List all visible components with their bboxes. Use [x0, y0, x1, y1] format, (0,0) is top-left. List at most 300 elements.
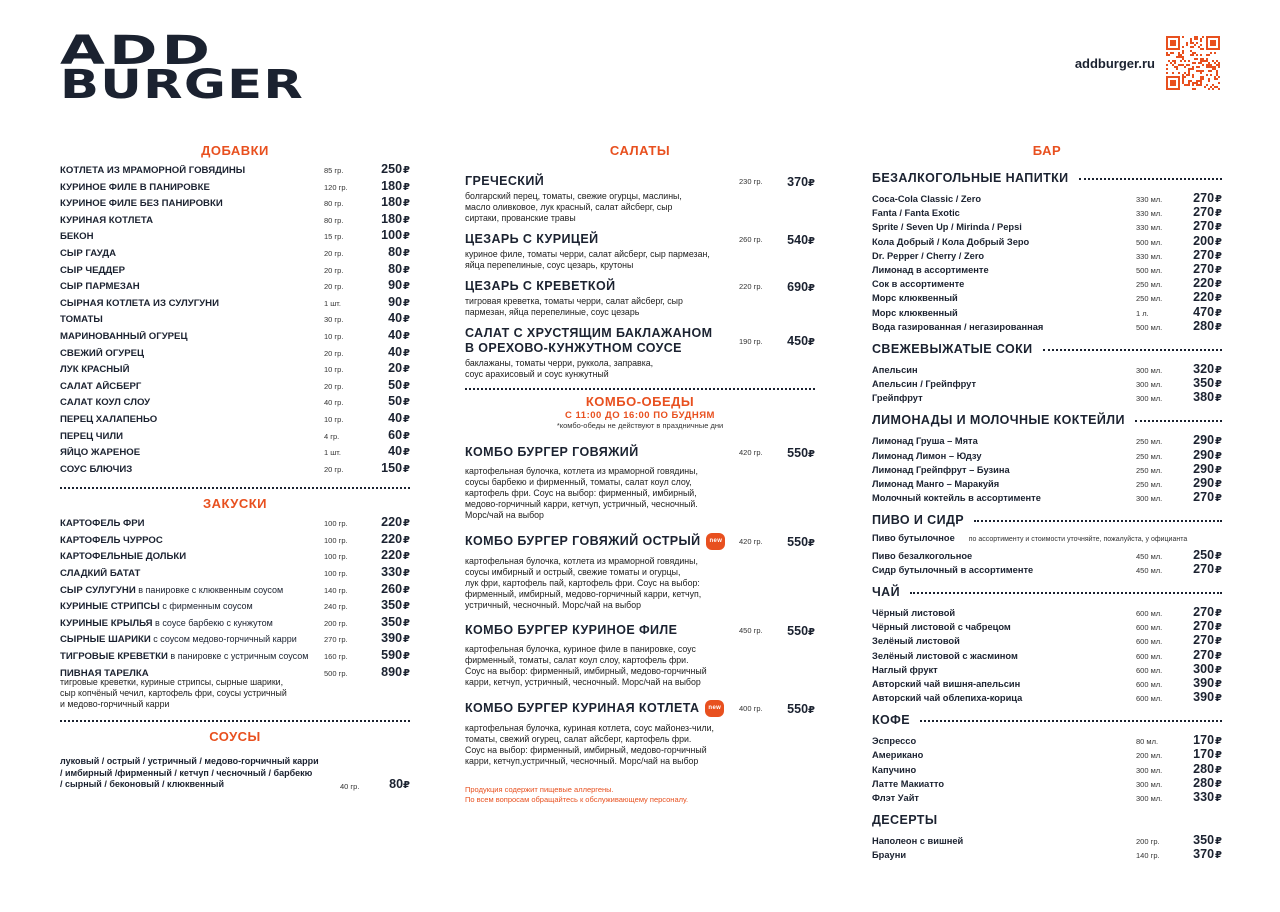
item-weight: 140 гр. [1136, 851, 1160, 861]
item-name: МАРИНОВАННЫЙ ОГУРЕЦ [60, 330, 188, 342]
salad-item [465, 279, 815, 318]
combo-header [465, 533, 815, 550]
item-weight: 450 гр. [739, 626, 763, 635]
item-weight: 600 мл. [1136, 637, 1163, 647]
price-value: 390 [381, 631, 403, 646]
item-price [1182, 762, 1222, 776]
list-item [60, 212, 410, 229]
price-value: 90 [388, 294, 403, 309]
bar-section-items [872, 362, 1222, 405]
item-weight: 30 гр. [324, 315, 344, 325]
price-value: 330 [1193, 790, 1215, 804]
currency-sign: ₽ [1215, 493, 1222, 505]
list-item [60, 582, 410, 599]
price-value: 280 [1193, 318, 1215, 333]
currency-sign: ₽ [1215, 279, 1222, 291]
item-weight: 500 мл. [1136, 265, 1163, 275]
item-name: КАРТОФЕЛЬНЫЕ ДОЛЬКИ [60, 551, 187, 563]
combo-title: КОМБО-ОБЕДЫ [585, 394, 695, 409]
currency-sign: ₽ [403, 264, 410, 276]
currency-sign: ₽ [403, 214, 410, 226]
divider [60, 487, 410, 489]
item-name: КУРИНЫЕ КРЫЛЬЯ в соусе барбекю с кунжутом [60, 617, 273, 629]
item-weight: 4 гр. [324, 431, 340, 441]
item-name: СОУС БЛЮЧИЗ [60, 463, 133, 475]
item-price [370, 278, 410, 292]
combo-item [465, 445, 815, 521]
salad-name: ЦЕЗАРЬ С КУРИЦЕЙ [465, 232, 599, 246]
section-title-zakuski: ЗАКУСКИ [202, 496, 268, 512]
item-weight: 600 мл. [1136, 679, 1163, 689]
salad-item [465, 174, 815, 224]
item-weight: 300 мл. [1136, 494, 1163, 504]
item-name: СЫР СУЛУГУНИ в панировке с клюквенным соусом [60, 584, 284, 596]
item-weight: 600 мл. [1136, 623, 1163, 633]
currency-sign: ₽ [1215, 750, 1222, 762]
currency-sign: ₽ [1215, 264, 1222, 276]
item-price [1182, 648, 1222, 662]
item-price [370, 598, 410, 612]
item-name: Авторский чай вишня-апельсин [872, 678, 1021, 689]
currency-sign: ₽ [403, 551, 410, 563]
item-weight: 330 мл. [1136, 251, 1163, 261]
section-title-bar: БАР [1032, 143, 1062, 158]
currency-sign: ₽ [1215, 479, 1222, 490]
currency-sign: ₽ [1215, 793, 1222, 804]
price-value: 390 [1193, 690, 1215, 705]
bar-section-title [872, 582, 1222, 602]
price-value: 220 [1193, 290, 1215, 305]
price-value: 550 [787, 534, 809, 549]
sauce-list: луковый / острый / устричный / медово-горчичный карри / имбирный /фирменный / кетчуп / чесночный / барбекю / сырный / беконовый / клюквенный [60, 756, 319, 790]
item-price [370, 195, 410, 209]
currency-sign: ₽ [403, 181, 410, 193]
item-subtitle: в панировке с клюквенным соусом [135, 584, 284, 595]
item-weight: 300 мл. [1136, 394, 1163, 404]
item-price [1182, 219, 1222, 233]
item-weight: 250 мл. [1136, 280, 1163, 290]
item-weight: 190 гр. [739, 336, 763, 346]
item-weight: 80 гр. [324, 215, 344, 225]
item-price [1182, 776, 1222, 790]
list-item [872, 733, 1222, 747]
list-item [872, 762, 1222, 776]
item-name: СВЕЖИЙ ОГУРЕЦ [60, 347, 145, 359]
salad-name: САЛАТ С ХРУСТЯЩИМ БАКЛАЖАНОМ В ОРЕХОВО-КУНЖУТНОМ СОУСЕ [465, 326, 713, 355]
item-weight: 10 гр. [324, 414, 344, 424]
item-weight: 200 мл. [1136, 751, 1163, 761]
bar-section-items [872, 191, 1222, 333]
item-name: Латте Макиатто [872, 778, 945, 789]
item-weight: 230 гр. [739, 177, 763, 186]
item-weight: 450 мл. [1136, 551, 1163, 561]
item-weight: 140 гр. [324, 585, 348, 595]
list-item [872, 747, 1222, 761]
item-name: СЫР ЧЕДДЕР [60, 264, 125, 276]
sauce-price: 80₽ [389, 776, 410, 791]
item-name: Апельсин [872, 364, 918, 375]
price-value: 370 [1193, 847, 1215, 862]
item-price [1182, 476, 1222, 490]
currency-sign: ₽ [1215, 736, 1222, 748]
dotted-leader [920, 720, 1222, 722]
price-value: 540 [787, 232, 809, 247]
list-item [60, 461, 410, 478]
currency-sign: ₽ [403, 314, 410, 326]
item-price [370, 548, 410, 562]
dotted-leader [1079, 178, 1222, 180]
item-name: Американо [872, 750, 924, 761]
item-weight: 100 гр. [324, 519, 348, 529]
item-weight: 250 мл. [1136, 294, 1163, 304]
item-name: Вода газированная / негазированная [872, 321, 1044, 332]
item-weight: 500 гр. [324, 668, 348, 678]
item-price [370, 311, 410, 325]
item-weight: 250 мл. [1136, 480, 1163, 489]
item-price [370, 295, 410, 309]
list-item [872, 548, 1222, 562]
item-weight: 300 мл. [1136, 380, 1163, 390]
price-value: 370 [787, 174, 809, 189]
combo-name: КОМБО БУРГЕР ГОВЯЖИЙ ОСТРЫЙ new [465, 533, 739, 550]
list-item [872, 605, 1222, 619]
item-name: Лимонад Грейпфрут – Бузина [872, 464, 1010, 475]
item-price [370, 228, 410, 242]
price-value: 270 [1193, 191, 1215, 205]
price-value: 150 [381, 460, 403, 475]
item-price [1182, 305, 1222, 319]
bar-section-name: СВЕЖЕВЫЖАТЫЕ СОКИ [872, 341, 1033, 356]
item-name: Dr. Pepper / Cherry / Zero [872, 250, 985, 261]
currency-sign: ₽ [403, 518, 410, 530]
item-name: Наглый фрукт [872, 664, 938, 675]
price-value: 40 [388, 410, 403, 425]
currency-sign: ₽ [1215, 550, 1222, 562]
item-name: Наполеон с вишней [872, 836, 964, 847]
currency-sign: ₽ [1215, 436, 1222, 448]
item-price [1182, 690, 1222, 704]
item-weight: 300 мл. [1136, 794, 1163, 803]
salad-description: тигровая креветка, томаты черри, салат айсберг, сыр пармезан, яйца перепелиные, соус цезарь [465, 296, 683, 317]
item-price [1182, 376, 1222, 390]
list-item [60, 532, 410, 549]
dotted-leader [910, 592, 1222, 594]
price-value: 260 [381, 581, 403, 596]
item-weight: 20 гр. [324, 265, 344, 275]
currency-sign: ₽ [808, 626, 815, 638]
list-item [60, 179, 410, 196]
currency-sign: ₽ [403, 165, 410, 176]
item-name: Сидр бутылочный в ассортименте [872, 564, 1034, 575]
list-item [60, 345, 410, 362]
list-item [60, 162, 410, 179]
item-name: Грейпфрут [872, 393, 923, 404]
item-price [370, 262, 410, 276]
dotted-leader [1135, 420, 1222, 422]
item-weight: 250 мл. [1136, 451, 1163, 461]
item-price [1182, 390, 1222, 404]
item-price [1182, 733, 1222, 747]
item-weight: 100 гр. [324, 535, 348, 545]
column-left [60, 138, 410, 791]
price-value: 270 [1193, 604, 1215, 619]
price-value: 270 [1193, 647, 1215, 662]
item-price [1182, 205, 1222, 219]
bar-section-name: ЧАЙ [872, 584, 900, 599]
price-value: 90 [388, 278, 403, 293]
combo-name: КОМБО БУРГЕР ГОВЯЖИЙ [465, 445, 639, 459]
list-item [872, 205, 1222, 219]
item-price [370, 444, 410, 458]
list-item [60, 245, 410, 262]
price-value: 270 [1193, 261, 1215, 276]
currency-sign: ₽ [1215, 850, 1222, 862]
bar-section-name: ЛИМОНАДЫ И МОЛОЧНЫЕ КОКТЕЙЛИ [872, 413, 1125, 428]
item-price [775, 280, 815, 294]
item-price [1182, 833, 1222, 847]
item-name: Пиво безалкогольное [872, 550, 973, 561]
currency-sign: ₽ [808, 235, 815, 247]
item-name: Зелёный листовой с жасмином [872, 650, 1018, 661]
list-item [872, 533, 1222, 547]
currency-sign: ₽ [1215, 208, 1222, 220]
item-name: Брауни [872, 850, 907, 861]
item-weight: 160 гр. [324, 652, 348, 662]
list-item [60, 428, 410, 445]
currency-sign: ₽ [1215, 293, 1222, 305]
currency-sign: ₽ [1215, 678, 1222, 690]
item-price [1182, 276, 1222, 290]
item-weight: 80 гр. [324, 199, 344, 209]
list-item [60, 311, 410, 328]
bar-section-title [872, 510, 1222, 530]
item-price [1182, 790, 1222, 804]
list-item [872, 376, 1222, 390]
website-link[interactable]: addburger.ru [1074, 56, 1155, 71]
currency-sign: ₽ [403, 413, 410, 425]
price-value: 380 [1193, 390, 1215, 405]
combo-list [465, 445, 815, 767]
currency-sign: ₽ [403, 198, 410, 210]
price-value: 280 [1193, 775, 1215, 790]
list-item [60, 361, 410, 378]
item-name: БЕКОН [60, 231, 94, 243]
item-price [775, 535, 815, 549]
item-price [775, 702, 815, 716]
item-name: СЫР ПАРМЕЗАН [60, 281, 140, 293]
item-name: Кола Добрый / Кола Добрый Зеро [872, 236, 1030, 247]
item-price [1182, 490, 1222, 504]
list-item [60, 565, 410, 582]
price-value: 270 [1193, 561, 1215, 576]
item-name: ЯЙЦО ЖАРЕНОЕ [60, 447, 141, 459]
currency-sign: ₽ [403, 347, 410, 359]
list-item [60, 598, 410, 615]
price-value: 100 [381, 228, 403, 243]
item-weight: 330 мл. [1136, 209, 1163, 219]
salad-header [465, 279, 815, 294]
item-price [1182, 633, 1222, 647]
currency-sign: ₽ [403, 667, 410, 679]
bar-section-name: БЕЗАЛКОГОЛЬНЫЕ НАПИТКИ [872, 171, 1069, 185]
new-badge-icon: new [705, 700, 724, 717]
item-name: Чёрный листовой [872, 607, 956, 618]
list-item [872, 476, 1222, 490]
currency-sign: ₽ [1215, 764, 1222, 776]
bar-section-name: КОФЕ [872, 713, 910, 728]
section-title-sousy: СОУСЫ [209, 729, 261, 745]
list-item [60, 515, 410, 532]
currency-sign: ₽ [1215, 836, 1222, 848]
item-name: Капучино [872, 764, 917, 775]
salad-list [465, 174, 815, 380]
divider [465, 388, 815, 390]
item-price [1182, 433, 1222, 447]
list-item [872, 562, 1222, 576]
currency-sign: ₽ [1215, 364, 1222, 376]
price-value: 50 [388, 394, 403, 409]
list-item [872, 262, 1222, 276]
item-price [1182, 234, 1222, 248]
currency-sign: ₽ [1215, 464, 1222, 476]
item-name: СЫРНЫЕ ШАРИКИ с соусом медово-горчичный карри [60, 634, 297, 646]
price-value: 350 [1193, 833, 1215, 848]
currency-sign: ₽ [1215, 321, 1222, 333]
price-value: 690 [787, 279, 809, 294]
currency-sign: ₽ [403, 463, 410, 475]
item-name: ТИГРОВЫЕ КРЕВЕТКИ в панировке с устричным соусом [60, 651, 309, 663]
currency-sign: ₽ [1215, 236, 1222, 248]
bar-section-name: ПИВО И СИДР [872, 513, 964, 528]
list-item [872, 490, 1222, 504]
list-item [60, 444, 410, 461]
price-value: 40 [388, 344, 403, 359]
list-item [60, 615, 410, 632]
currency-sign: ₽ [1215, 194, 1222, 205]
item-name: Лимонад Манго – Маракуйя [872, 479, 1000, 489]
list-item [872, 619, 1222, 633]
combo-item [465, 700, 815, 767]
item-weight: 450 мл. [1136, 565, 1163, 575]
item-subtitle: с фирменным соусом [159, 601, 253, 612]
item-price [1182, 548, 1222, 562]
item-weight: 300 мл. [1136, 365, 1163, 375]
item-weight: 85 гр. [324, 166, 344, 175]
price-value: 550 [787, 445, 809, 460]
currency-sign: ₽ [403, 568, 410, 580]
price-value: 170 [1193, 733, 1215, 748]
item-weight: 20 гр. [324, 381, 344, 391]
column-middle [465, 138, 815, 805]
logo-line-add: ADD [60, 28, 215, 74]
currency-sign: ₽ [1215, 222, 1222, 234]
item-weight: 220 гр. [739, 282, 763, 291]
bar-section-title [872, 710, 1222, 730]
item-weight: 10 гр. [324, 331, 344, 341]
item-price [775, 624, 815, 638]
item-name: КУРИНОЕ ФИЛЕ БЕЗ ПАНИРОВКИ [60, 198, 223, 210]
allergen-note: Продукция содержит пищевые аллергены. По всем вопросам обращайтесь к обслуживающему персоналу. [465, 785, 689, 804]
price-value: 180 [381, 195, 403, 210]
item-weight: 270 гр. [324, 635, 348, 645]
price-value: 20 [388, 361, 403, 376]
bar-section-title [872, 410, 1222, 430]
currency-sign: ₽ [1215, 393, 1222, 405]
item-weight: 420 гр. [739, 537, 763, 546]
price-value: 350 [381, 598, 403, 613]
item-price [1182, 448, 1222, 462]
bar-section-title [872, 168, 1222, 188]
currency-sign: ₽ [403, 651, 410, 663]
item-price [1182, 619, 1222, 633]
currency-sign: ₽ [403, 247, 410, 259]
price-value: 290 [1193, 433, 1215, 448]
currency-sign: ₽ [1215, 307, 1222, 319]
qr-code-icon[interactable] [1166, 36, 1220, 90]
price-value: 270 [1193, 633, 1215, 648]
list-item [872, 219, 1222, 233]
item-name: СЫР ГАУДА [60, 247, 117, 259]
list-item [872, 191, 1222, 205]
item-price [1182, 662, 1222, 676]
item-weight: 1 шт. [324, 448, 341, 458]
dotted-leader [1043, 349, 1222, 351]
item-price [1182, 290, 1222, 304]
item-name: КУРИНЫЕ СТРИПСЫ с фирменным соусом [60, 601, 253, 613]
item-price [1182, 562, 1222, 576]
salad-header [465, 326, 815, 356]
item-name: Чёрный листовой с чабрецом [872, 622, 1011, 633]
combo-note: *комбо-обеды не действуют в праздничные дни [556, 421, 724, 430]
salad-name: ЦЕЗАРЬ С КРЕВЕТКОЙ [465, 279, 616, 293]
item-weight: 240 гр. [324, 602, 348, 612]
sauce-row [60, 756, 410, 791]
item-name: Coca-Cola Classic / Zero [872, 194, 982, 204]
item-price [370, 245, 410, 259]
price-value: 270 [1193, 619, 1215, 634]
price-value: 60 [388, 427, 403, 442]
price-value: 450 [787, 334, 809, 348]
zakuski-list [60, 515, 410, 681]
list-item [872, 776, 1222, 790]
price-value: 80 [388, 261, 403, 276]
item-name: Лимонад в ассортименте [872, 264, 989, 275]
item-price [370, 411, 410, 425]
item-price [1182, 248, 1222, 262]
list-item [60, 378, 410, 395]
item-weight: 10 гр. [324, 365, 344, 375]
item-name: СЛАДКИЙ БАТАТ [60, 568, 141, 580]
item-name: Апельсин / Грейпфрут [872, 379, 976, 390]
item-weight: 330 мл. [1136, 223, 1163, 233]
currency-sign: ₽ [403, 231, 410, 243]
item-weight: 20 гр. [324, 348, 344, 358]
list-item [60, 411, 410, 428]
item-price [370, 394, 410, 408]
combo-description: картофельная булочка, куриное филе в панировке, соус фирменный, томаты, салат коул слоу, картофель фри. Соус на выбор: фирменный, имбирный, медово-горчичный карри, кетчуп, устричный, чесночный. Морс/чай на выбор [465, 644, 707, 687]
list-item [872, 362, 1222, 376]
sauce-weight: 40 гр. [340, 781, 360, 791]
currency-sign: ₽ [403, 430, 410, 442]
item-weight: 600 мл. [1136, 665, 1163, 675]
currency-sign: ₽ [808, 177, 815, 189]
item-price [370, 428, 410, 442]
item-weight: 20 гр. [324, 248, 344, 258]
list-item [872, 462, 1222, 476]
list-item [60, 648, 410, 665]
bar-section-items [872, 833, 1222, 861]
list-item [60, 278, 410, 295]
